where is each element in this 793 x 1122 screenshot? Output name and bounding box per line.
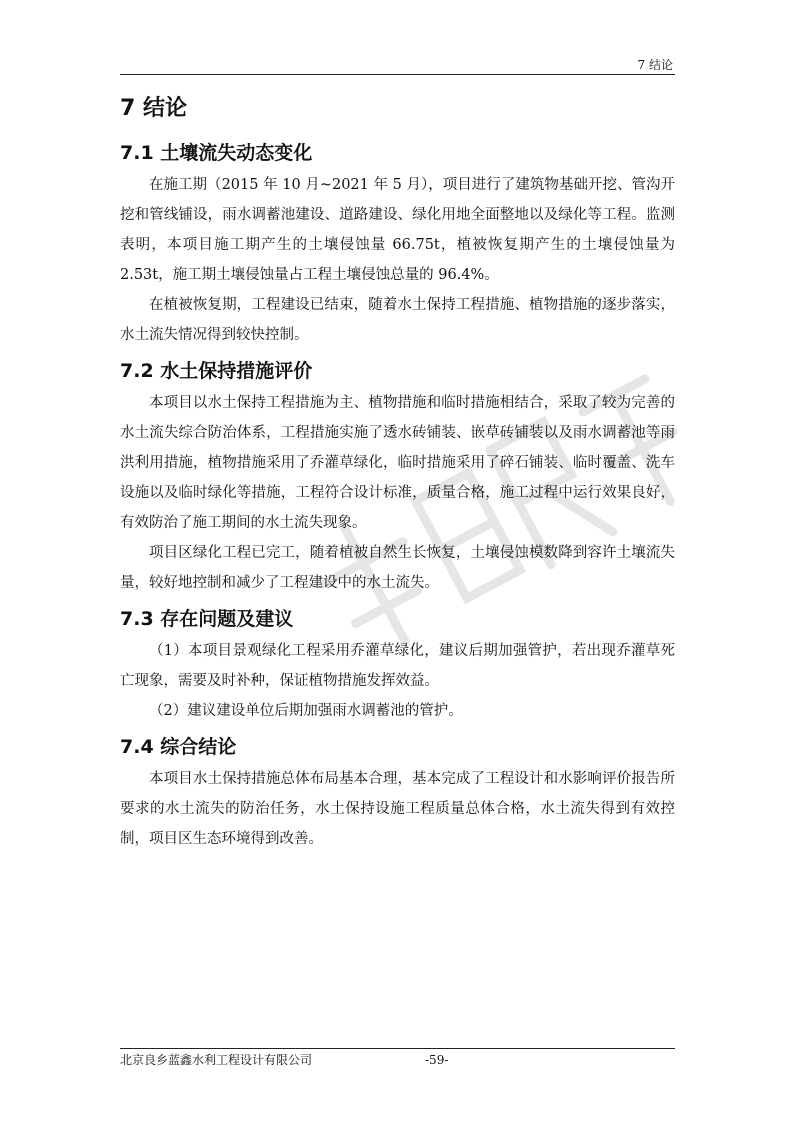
paragraph: 本项目以水土保持工程措施为主、植物措施和临时措施相结合，采取了较为完善的水土流失综合防治体系，工程措施实施了透水砖铺装、嵌草砖铺装以及雨水调蓄池等雨洪利用措施，植物措施采用了乔灌草绿化，临时措施采用了碎石铺装、临时覆盖、洗车设施以及临时绿化等措施，工程符合设计标准，质量合格，施工过程中运行效果良好，有效防治了施工期间的水土流失现象。 bbox=[120, 395, 675, 531]
main-content bbox=[120, 92, 675, 854]
paragraph: 项目区绿化工程已完工，随着植被自然生长恢复，土壤侵蚀模数降到容许土壤流失量，较好地控制和减少了工程建设中的水土流失。 bbox=[120, 545, 675, 591]
running-header: 7 结论 bbox=[637, 58, 673, 72]
list-item: （1）本项目景观绿化工程采用乔灌草绿化，建议后期加强管护，若出现乔灌草死亡现象，需要及时补种，保证植物措施发挥效益。 bbox=[120, 643, 675, 689]
footer-rule bbox=[120, 1048, 675, 1049]
section-heading: 7.4 综合结论 bbox=[120, 736, 237, 758]
section-heading: 7.2 水土保持措施评价 bbox=[120, 360, 313, 382]
paragraph: 本项目水土保持措施总体布局基本合理，基本完成了工程设计和水影响评价报告所要求的水土流失的防治任务，水土保持设施工程质量总体合格，水土流失得到有效控制，项目区生态环境得到改善。 bbox=[120, 771, 675, 847]
chapter-title: 7 结论 bbox=[120, 96, 187, 121]
section-heading: 7.1 土壤流失动态变化 bbox=[120, 142, 313, 164]
paragraph: 在施工期（2015 年 10 月~2021 年 5 月），项目进行了建筑物基础开挖、管沟开挖和管线铺设，雨水调蓄池建设、道路建设、绿化用地全面整地以及绿化等工程。监测表明，本项目施工期产生的土壤侵蚀量 66.75t，植被恢复期产生的土壤侵蚀量为 2.53t，施工期土壤侵蚀量占工程土壤侵蚀总量的 96.4%。 bbox=[120, 177, 675, 283]
footer-company: 北京良乡蓝鑫水利工程设计有限公司 bbox=[120, 1053, 313, 1067]
page-number: -59- bbox=[425, 1053, 449, 1067]
section-heading: 7.3 存在问题及建议 bbox=[120, 608, 294, 630]
paragraph: 在植被恢复期，工程建设已结束，随着水土保持工程措施、植物措施的逐步落实，水土流失情况得到较快控制。 bbox=[120, 297, 675, 343]
header-rule bbox=[120, 74, 675, 75]
list-item: （2）建议建设单位后期加强雨水调蓄池的管护。 bbox=[149, 703, 463, 719]
